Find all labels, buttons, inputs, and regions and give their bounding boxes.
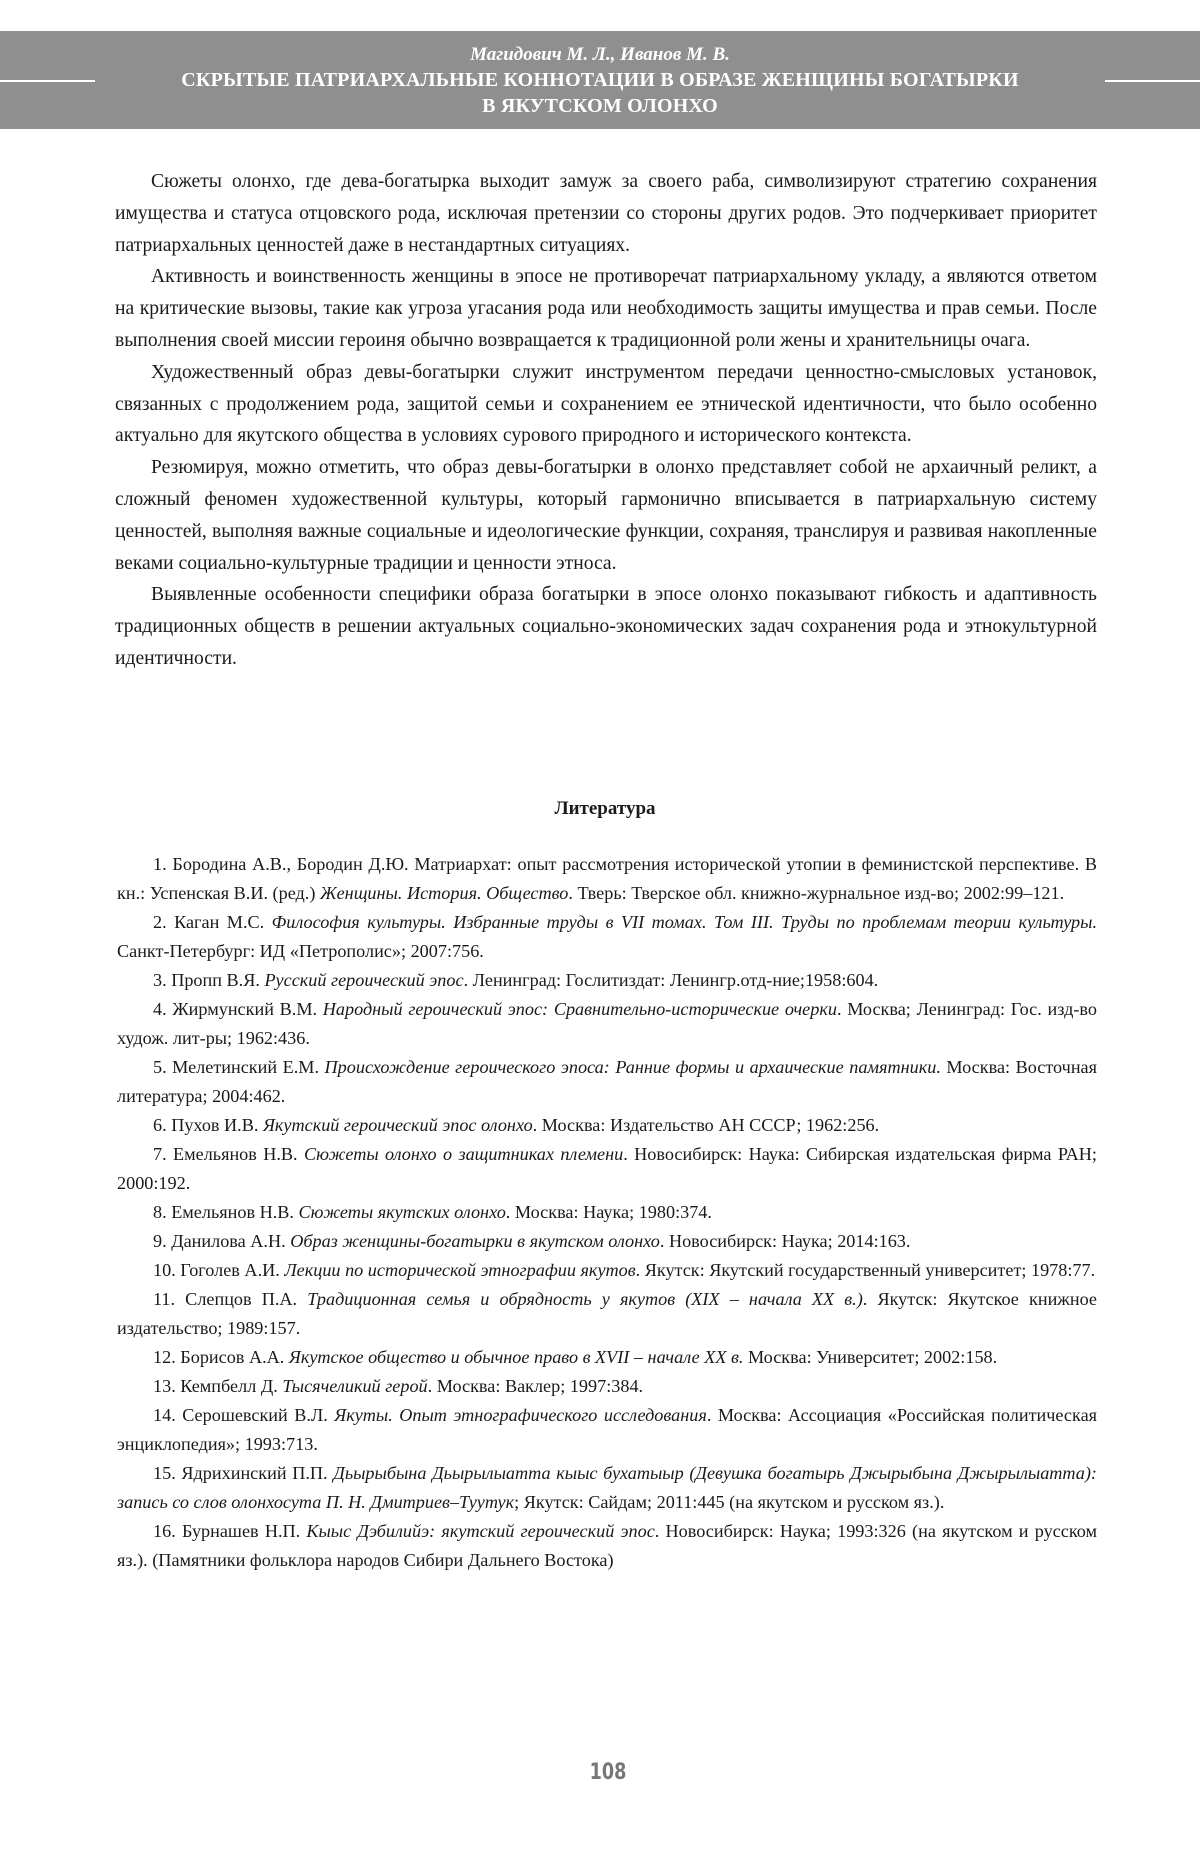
header-authors: Магидович М. Л., Иванов М. В. bbox=[470, 44, 730, 65]
reference-item: 13. Кемпбелл Д. Тысячеликий герой. Москва: Ваклер; 1997:384. bbox=[153, 1376, 644, 1396]
reference-item: 2. Каган М.С. Философия культуры. Избранные труды в VII томах. Том III. Труды по проблемам теории культуры. Санкт-Петербург: ИД «Петрополис»; 2007:756. bbox=[117, 912, 1097, 961]
reference-item: 11. Слепцов П.А. Традиционная семья и обрядность у якутов (XIX – начала XX в.). Якутск: Якутское книжное издательство; 1989:157. bbox=[117, 1289, 1097, 1338]
reference-item: 12. Борисов А.А. Якутское общество и обычное право в XVII – начале XX в. Москва: Университет; 2002:158. bbox=[153, 1347, 998, 1367]
reference-item: 14. Серошевский В.Л. Якуты. Опыт этнографического исследования. Москва: Ассоциация «Российская политическая энциклопедия»; 1993:713. bbox=[117, 1405, 1098, 1454]
header-title-line-2: В ЯКУТСКОМ ОЛОНХО bbox=[482, 95, 718, 117]
reference-item: 9. Данилова А.Н. Образ женщины-богатырки в якутском олонхо. Новосибирск: Наука; 2014:163. bbox=[153, 1231, 911, 1251]
references-list bbox=[117, 850, 1097, 1575]
header-rule-left bbox=[0, 80, 95, 82]
reference-item: 5. Мелетинский Е.М. Происхождение героического эпоса: Ранние формы и архаические памятники. Москва: Восточная литература; 2004:462. bbox=[117, 1057, 1097, 1106]
body-paragraph: Сюжеты олонхо, где дева-богатырка выходит замуж за своего раба, символизируют стратегию сохранения имущества и статуса отцовского рода, исключая претензии со стороны других родов. Это подчеркивает приоритет патриархальных ценностей даже в нестандартных ситуациях. bbox=[115, 171, 1097, 256]
reference-item: 15. Ядрихинский П.П. Дьырыбына Дьырылыатта кыыс бухатыыр (Девушка богатырь Джырыбына Джырылыатта): запись со слов олонхосута П. Н. Дмитриев–Туутук; Якутск: Сайдам; 2011:445 (на якутском и русском яз.). bbox=[117, 1463, 1097, 1512]
reference-item: 8. Емельянов Н.В. Сюжеты якутских олонхо. Москва: Наука; 1980:374. bbox=[153, 1202, 712, 1222]
article-body bbox=[115, 166, 1097, 675]
running-header bbox=[0, 31, 1200, 129]
page-number: 108 bbox=[589, 1760, 627, 1785]
reference-item: 7. Емельянов Н.В. Сюжеты олонхо о защитниках племени. Новосибирск: Наука: Сибирская издательская фирма РАН; 2000:192. bbox=[117, 1144, 1097, 1193]
header-title-line-1: СКРЫТЫЕ ПАТРИАРХАЛЬНЫЕ КОННОТАЦИИ В ОБРАЗЕ ЖЕНЩИНЫ БОГАТЫРКИ bbox=[181, 69, 1019, 91]
body-paragraph: Резюмируя, можно отметить, что образ девы-богатырки в олонхо представляет собой не архаичный реликт, а сложный феномен художественной культуры, который гармонично вписывается в патриархальную систему ценностей, выполняя важные социальные и идеологические функции, сохраняя, транслируя и развивая накопленные веками социально-культурные традиции и ценности этноса. bbox=[115, 457, 1097, 574]
reference-item: 10. Гоголев А.И. Лекции по исторической этнографии якутов. Якутск: Якутский государственный университет; 1978:77. bbox=[153, 1260, 1096, 1280]
header-rule-right bbox=[1105, 80, 1200, 82]
reference-item: 16. Бурнашев Н.П. Кыыс Дэбилийэ: якутский героический эпос. Новосибирск: Наука; 1993:326 (на якутском и русском яз.). (Памятники фольклора народов Сибири Дальнего Востока) bbox=[117, 1521, 1097, 1570]
body-paragraph: Выявленные особенности специфики образа богатырки в эпосе олонхо показывают гибкость и адаптивность традиционных обществ в решении актуальных социально-экономических задач сохранения рода и этнокультурной идентичности. bbox=[115, 584, 1097, 669]
references-heading: Литература bbox=[554, 798, 656, 819]
body-paragraph: Художественный образ девы-богатырки служит инструментом передачи ценностно-смысловых установок, связанных с продолжением рода, защитой семьи и сохранением ее этнической идентичности, что было особенно актуально для якутского общества в условиях сурового природного и исторического контекста. bbox=[115, 361, 1097, 447]
reference-item: 1. Бородина А.В., Бородин Д.Ю. Матриархат: опыт рассмотрения исторической утопии в феминистской перспективе. В кн.: Успенская В.И. (ред.) Женщины. История. Общество. Тверь: Тверское обл. книжно-журнальное изд-во; 2002:99–121. bbox=[117, 854, 1097, 903]
reference-item: 3. Пропп В.Я. Русский героический эпос. Ленинград: Гослитиздат: Ленингр.отд-ние;1958:604. bbox=[153, 970, 879, 990]
reference-item: 4. Жирмунский В.М. Народный героический эпос: Сравнительно-исторические очерки. Москва; Ленинград: Гос. изд-во худож. лит-ры; 1962:436. bbox=[117, 999, 1097, 1048]
reference-item: 6. Пухов И.В. Якутский героический эпос олонхо. Москва: Издательство АН СССР; 1962:256. bbox=[153, 1115, 880, 1135]
body-paragraph: Активность и воинственность женщины в эпосе не противоречат патриархальному укладу, а являются ответом на критические вызовы, такие как угроза угасания рода или необходимость защиты имущества и прав семьи. После выполнения своей миссии героиня обычно возвращается к традиционной роли жены и хранительницы очага. bbox=[115, 266, 1097, 351]
